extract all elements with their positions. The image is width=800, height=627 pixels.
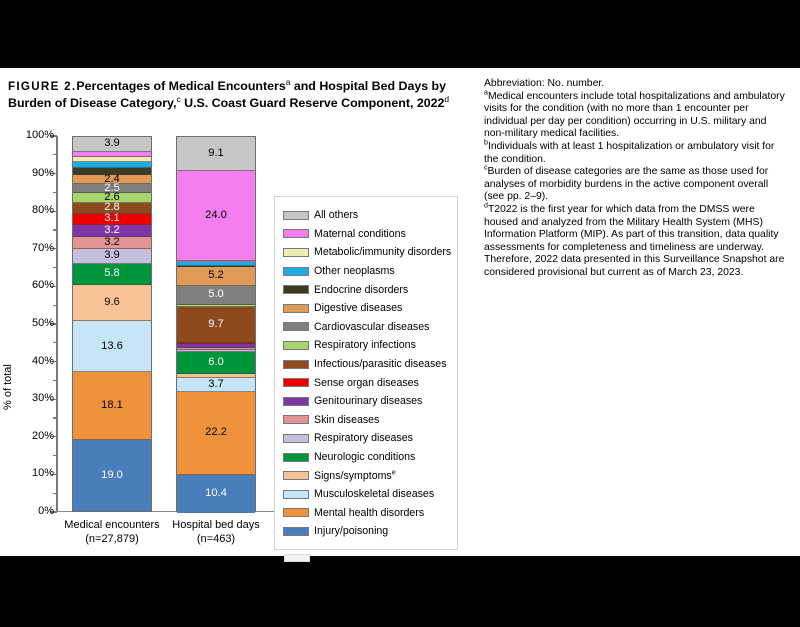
y-axis-minor-tick [53,154,57,155]
stacked-bar-chart [0,130,478,550]
legend-swatch [283,415,309,424]
bar-segment-value: 9.6 [104,296,120,309]
bar-segment[interactable] [177,171,255,261]
legend-swatch [283,527,309,536]
legend-item[interactable] [283,373,451,392]
legend-item[interactable] [283,411,451,430]
note-b-text: Individuals with at least 1 hospitalization or ambulatory visit for the condition. [484,140,775,165]
legend-label: All others [314,209,359,222]
legend-item[interactable] [283,262,451,281]
bar-segment-value: 2.6 [104,191,120,204]
y-axis-tick-label: 10% [31,467,54,480]
y-axis-minor-tick [53,380,57,381]
note-a [484,91,790,141]
note-a-text: Medical encounters include total hospitalizations and ambulatory visits for the condition (with no more than 1 encounter per individual per day per condition) occurring in U.S. military and non-military medical facilities. [484,90,785,140]
bar-segment[interactable] [73,225,151,237]
legend-label: Signs/symptoms$^e$ [314,467,396,482]
note-a-marker: a [484,89,488,97]
figure-title-text-1: Percentages of Medical Encounters [76,79,286,93]
bar-segment[interactable] [73,285,151,321]
legend-item[interactable] [283,225,451,244]
x-category-count: (n=27,879) [85,533,139,545]
y-axis-tick-label: 40% [31,354,54,367]
bar-segment-value: 2.8 [104,201,120,214]
y-axis-tick-label: 30% [31,392,54,405]
legend-label: Musculoskeletal diseases [314,488,435,501]
bar-segment-value: 6.0 [208,356,224,369]
plot-area [25,129,266,545]
legend-swatch [283,322,309,331]
legend-item[interactable] [283,522,451,541]
legend-item[interactable] [283,299,451,318]
legend-item[interactable] [283,206,451,225]
bar-segment-value: 3.2 [104,236,120,249]
legend-overflow-swatch [284,554,310,562]
bar-segment[interactable] [177,286,255,305]
x-category-name: Hospital bed days [172,519,260,531]
y-axis-minor-tick [53,417,57,418]
bar-segment[interactable] [73,237,151,249]
legend-item[interactable] [283,429,451,448]
note-abbreviation: Abbreviation: No. number. [484,78,605,89]
y-axis-minor-tick [53,305,57,306]
legend-label: Infectious/parasitic diseases [314,358,447,371]
legend-item[interactable] [283,485,451,504]
legend-label-sup: e [391,467,396,477]
y-axis-minor-tick [53,342,57,343]
legend-item[interactable] [283,355,451,374]
legend-label: Maternal conditions [314,227,406,240]
x-category-count: (n=463) [196,533,236,545]
legend-label: Cardiovascular diseases [314,320,430,333]
bar-segment[interactable] [177,352,255,374]
note-c-marker: c [484,164,488,172]
bar-segment[interactable] [73,321,151,372]
bar-segment-value: 3.1 [104,212,120,225]
note-c [484,166,790,204]
figure-title-text-3: U.S. Coast Guard Reserve Component, 2022 [180,96,445,110]
bar-segment[interactable] [177,392,255,475]
y-axis-tick-label: 80% [31,204,54,217]
figure-title-sup-c: c [176,93,181,104]
bar-segment[interactable] [73,203,151,213]
y-axis-minor-tick [53,455,57,456]
figure-title-sup-a: a [285,76,291,87]
footnotes-block [484,78,790,280]
legend-swatch [283,434,309,443]
bar-segment-value: 5.8 [104,267,120,280]
legend-swatch [283,267,309,276]
legend-label: Respiratory infections [314,339,416,352]
bar-segment-value: 3.2 [104,224,120,237]
bar-segment-value: 13.6 [101,339,123,352]
note-c-text: Burden of disease categories are the same as those used for analyses of morbidity burdens in the active component overall (see pp. 2–9). [484,166,769,203]
legend-label: Other neoplasms [314,265,395,278]
bar-medical-encounters[interactable] [72,136,152,512]
bar-segment-value: 2.5 [104,181,120,194]
legend-swatch [283,304,309,313]
y-axis-minor-tick [53,229,57,230]
legend-swatch [283,508,309,517]
bar-segment[interactable] [73,137,151,152]
legend-item[interactable] [283,466,451,485]
x-axis-category-label-2 [151,518,281,546]
bar-segment[interactable] [73,440,151,511]
legend-label: Sense organ diseases [314,376,419,389]
legend-item[interactable] [283,392,451,411]
legend-label: Endocrine disorders [314,283,409,296]
legend-item[interactable] [283,243,451,262]
y-axis-tick-label: 0% [38,505,54,517]
bar-segment[interactable] [73,172,151,185]
y-axis-tick-label: 20% [31,429,54,442]
y-axis-label: % of total [2,364,14,410]
legend-item[interactable] [283,280,451,299]
figure-title-sup-d: d [444,93,450,104]
legend-label: Respiratory diseases [314,432,413,445]
note-b-marker: b [484,139,488,147]
y-axis-tick-label: 100% [25,129,54,141]
bar-segment[interactable] [177,307,255,343]
bar-segment-value: 5.0 [208,288,224,301]
legend-label: Skin diseases [314,413,380,426]
legend-item[interactable] [283,504,451,523]
figure-title [8,78,470,111]
bar-segment-value: 24.0 [205,208,227,221]
note-d-marker: d [484,202,488,210]
y-axis-tick-label: 50% [31,317,54,329]
legend-label: Injury/poisoning [314,525,389,538]
x-category-name: Medical encounters [64,519,160,531]
bar-segment[interactable] [73,249,151,264]
bar-segment-value: 22.2 [205,425,227,438]
y-axis-tick-label: 60% [31,279,54,292]
bar-segment-value: 19.0 [101,468,123,481]
y-axis-minor-tick [53,267,57,268]
legend-swatch [283,341,309,350]
bar-segment[interactable] [73,168,151,175]
bar-segment-value: 10.4 [205,487,227,500]
legend-swatch [283,285,309,294]
legend-label: Neurologic conditions [314,451,416,464]
bar-segment[interactable] [73,264,151,286]
bar-segment-value: 3.9 [104,137,120,150]
bar-segment-value: 9.1 [208,146,224,159]
legend-swatch [283,378,309,387]
y-axis-tick-label: 70% [31,241,54,254]
y-axis-minor-tick [53,192,57,193]
legend-item[interactable] [283,336,451,355]
note-d-text: T2022 is the first year for which data from the DMSS were housed and analyzed from the Military Health System (MHS) Information Platform (MIP). As part of this transition, data quality assessments for completeness and timeliness are underway. Therefore, 2022 data presented in this Surveillance Snapshot are considered provisional but current as of March 23, 2023. [484,203,785,278]
legend-label: Genitourinary diseases [314,395,423,408]
figure-title-text-2: and Hospital Bed Days by Burden of Disease Category, [8,79,447,110]
y-axis-tick-label: 90% [31,166,54,179]
bar-segment-value: 2.4 [104,172,120,185]
bar-segment-value: 9.7 [208,317,224,330]
bar-segment[interactable] [177,475,255,514]
bar-segment[interactable] [73,372,151,440]
legend-swatch [283,453,309,462]
legend-swatch [283,397,309,406]
bar-segment[interactable] [177,267,255,286]
legend-swatch [283,211,309,220]
note-d [484,204,790,280]
legend-swatch [283,490,309,499]
figure-page [0,68,800,556]
legend-label: Mental health disorders [314,506,425,519]
legend-swatch [283,360,309,369]
y-axis-minor-tick [53,493,57,494]
legend-item[interactable] [283,318,451,337]
figure-number: FIGURE 2. [8,80,77,93]
bar-segment[interactable] [73,214,151,226]
bar-segment[interactable] [73,193,151,203]
bar-segment-value: 3.9 [104,249,120,262]
legend-swatch [283,229,309,238]
bar-segment-value: 3.7 [208,377,224,390]
bar-segment-value: 18.1 [101,398,123,411]
legend-swatch [283,471,309,480]
chart-legend [274,196,458,550]
note-b [484,141,790,166]
bar-segment-value: 5.2 [208,269,224,282]
legend-label: Digestive diseases [314,302,403,315]
legend-label: Metabolic/immunity disorders [314,246,452,259]
legend-item[interactable] [283,448,451,467]
bar-segment[interactable] [73,181,151,194]
bar-hospital-bed-days[interactable] [176,136,256,512]
bar-segment[interactable] [177,378,255,392]
legend-swatch [283,248,309,257]
bar-segment[interactable] [177,137,255,171]
